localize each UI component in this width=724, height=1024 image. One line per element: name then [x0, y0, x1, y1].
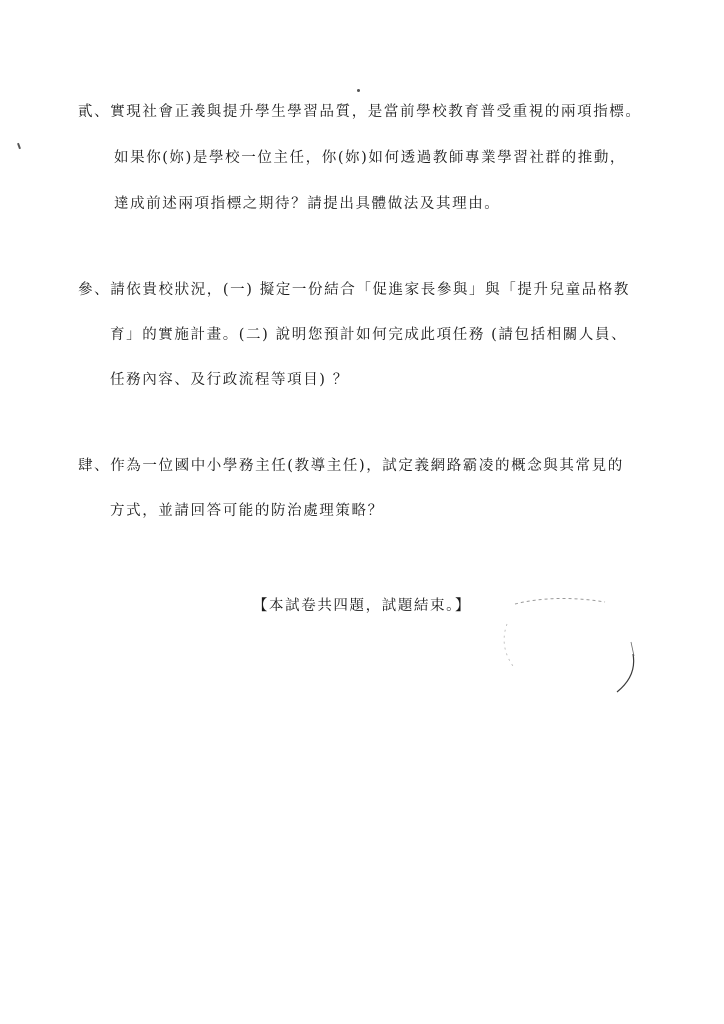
- question-2-line-1: 貳、實現社會正義與提升學生學習品質，是當前學校教育普受重視的兩項指標。: [78, 104, 642, 120]
- question-2-line-2: 如果你(妳)是學校一位主任，你(妳)如何透過教師專業學習社群的推動，: [114, 150, 627, 166]
- scan-speck: [17, 143, 21, 149]
- question-4-line-1: 肆、作為一位國中小學務主任(教導主任)，試定義網路霸凌的概念與其常見的: [78, 458, 624, 474]
- end-of-exam-note: 【本試卷共四題，試題結束。】: [252, 598, 472, 614]
- question-3-line-1: 參、請依貴校狀況，(一) 擬定一份結合「促進家長參與」與「提升兒童品格教: [78, 282, 631, 298]
- scan-speck: [357, 89, 360, 92]
- question-4-line-2: 方式，並請回答可能的防治處理策略？: [110, 503, 384, 519]
- question-3-line-2: 育」的實施計畫。(二) 說明您預計如何完成此項任務 (請包括相關人員、: [110, 327, 628, 343]
- question-3-line-3: 任務內容、及行政流程等項目) ？: [110, 372, 349, 388]
- question-2-line-3: 達成前述兩項指標之期待？請提出具體做法及其理由。: [114, 196, 501, 212]
